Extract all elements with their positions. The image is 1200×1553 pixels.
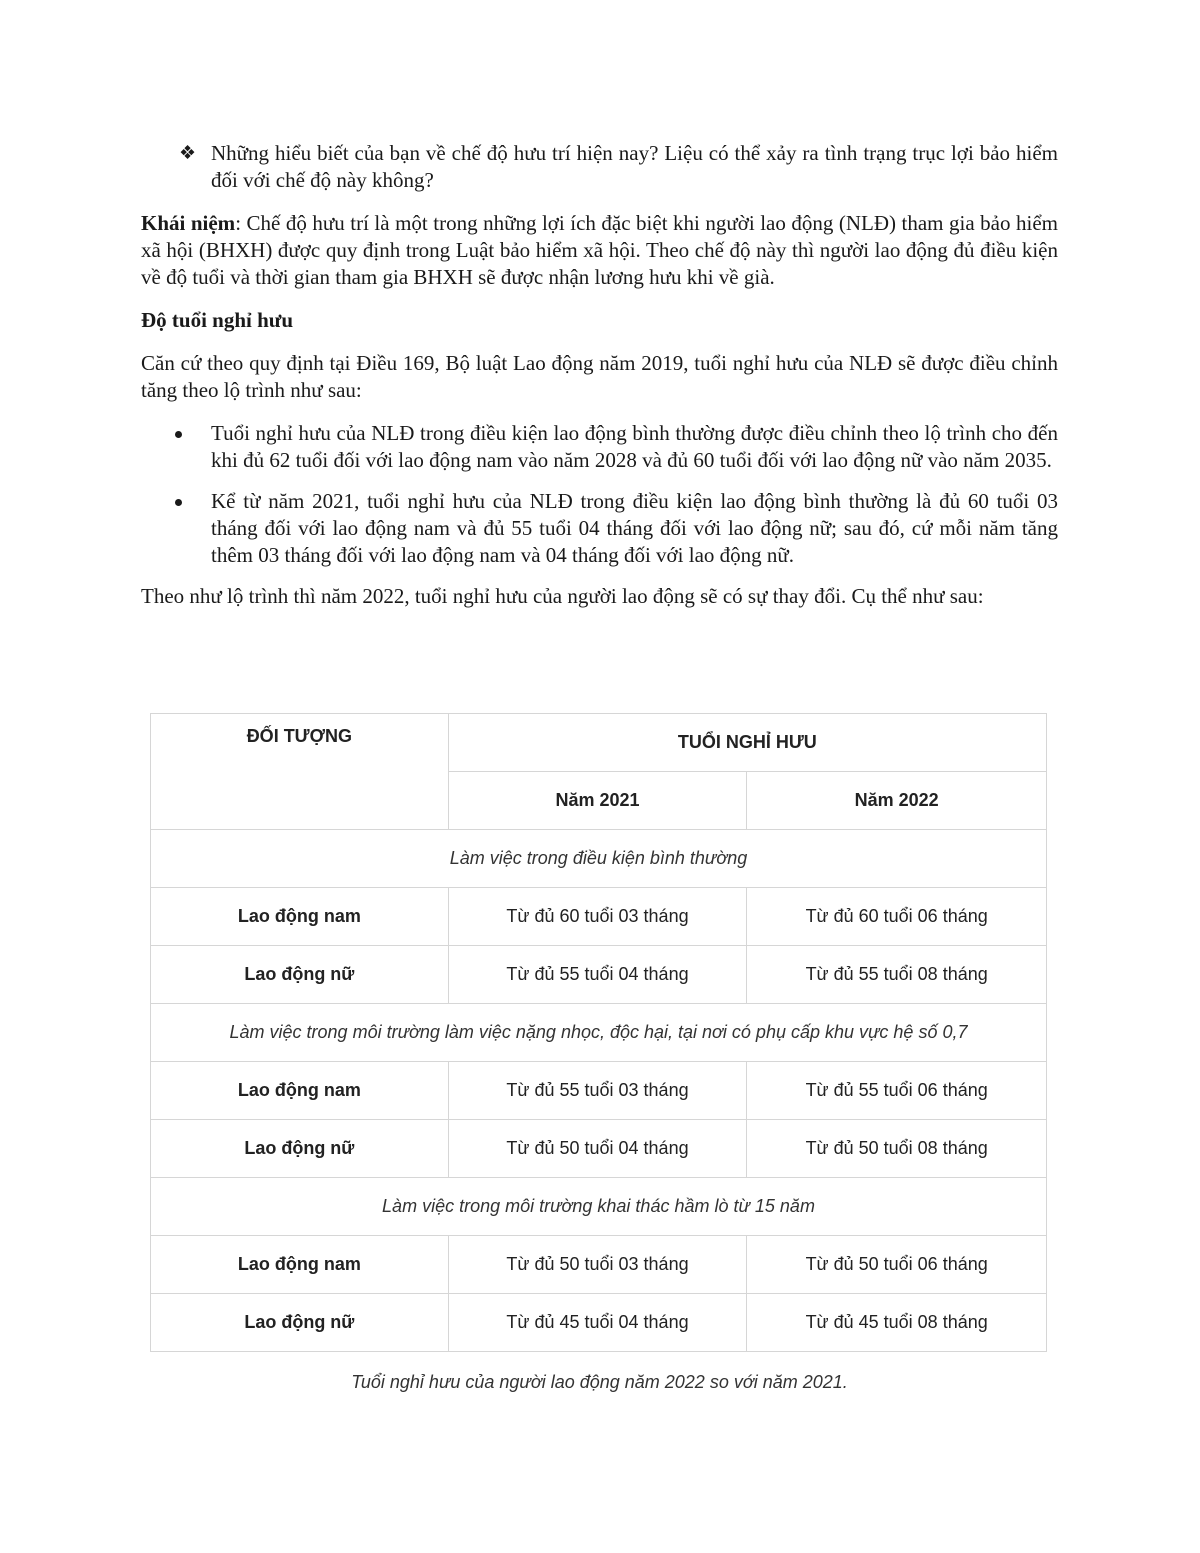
- subject-cell: Lao động nam: [151, 888, 449, 946]
- rule-list: [141, 420, 1058, 569]
- document-body: [141, 140, 1058, 626]
- retirement-age-table: [150, 713, 1047, 1352]
- age-2021-cell: Từ đủ 50 tuổi 04 tháng: [448, 1120, 747, 1178]
- concept-label: Khái niệm: [141, 211, 236, 235]
- category-label: Làm việc trong môi trường khai thác hầm lò từ 15 năm: [151, 1178, 1047, 1236]
- question-item: [141, 140, 1058, 194]
- age-2022-cell: Từ đủ 55 tuổi 06 tháng: [747, 1062, 1047, 1120]
- list-item-text: Tuổi nghỉ hưu của NLĐ trong điều kiện lao động bình thường được điều chỉnh theo lộ trình cho đến khi đủ 62 tuổi đối với lao động nam vào năm 2028 và đủ 60 tuổi đối với lao động nữ vào năm 2035.: [211, 421, 1058, 472]
- subject-cell: Lao động nam: [151, 1062, 449, 1120]
- category-row: [151, 1004, 1047, 1062]
- table-caption: Tuổi nghỉ hưu của người lao động năm 2022 so với năm 2021.: [351, 1372, 848, 1392]
- concept-text: : Chế độ hưu trí là một trong những lợi ích đặc biệt khi người lao động (NLĐ) tham gia bảo hiểm xã hội (BHXH) được quy định trong Luật bảo hiểm xã hội. Theo chế độ này thì người lao động đủ điều kiện về độ tuổi và thời gian tham gia BHXH sẽ được nhận lương hưu khi về già.: [141, 211, 1058, 289]
- age-2021-cell: Từ đủ 45 tuổi 04 tháng: [448, 1294, 747, 1352]
- age-2021-cell: Từ đủ 55 tuổi 03 tháng: [448, 1062, 747, 1120]
- list-item: [141, 488, 1058, 569]
- subject-cell: Lao động nữ: [151, 1120, 449, 1178]
- age-2022-cell: Từ đủ 50 tuổi 06 tháng: [747, 1236, 1047, 1294]
- category-row: [151, 1178, 1047, 1236]
- list-item-text: Kể từ năm 2021, tuổi nghỉ hưu của NLĐ trong điều kiện lao động bình thường là đủ 60 tuổi 03 tháng đối với lao động nam và đủ 55 tuổi 04 tháng đối với lao động nữ; sau đó, cứ mỗi năm tăng thêm 03 tháng đối với lao động nam và 04 tháng đối với lao động nữ.: [211, 489, 1058, 567]
- age-2022-cell: Từ đủ 55 tuổi 08 tháng: [747, 946, 1047, 1004]
- age-2021-cell: Từ đủ 50 tuổi 03 tháng: [448, 1236, 747, 1294]
- table-header-row: [151, 714, 1047, 772]
- subject-cell: Lao động nữ: [151, 1294, 449, 1352]
- header-retirement-age: TUỔI NGHỈ HƯU: [448, 714, 1046, 772]
- header-year-2022: Năm 2022: [747, 772, 1047, 830]
- table-row: [151, 1236, 1047, 1294]
- section-heading: Độ tuổi nghỉ hưu: [141, 308, 294, 332]
- table-row: [151, 946, 1047, 1004]
- table-row: [151, 1120, 1047, 1178]
- bullet-dot-icon: [175, 499, 182, 506]
- header-subject: ĐỐI TƯỢNG: [151, 714, 449, 830]
- lead-in-paragraph: Theo như lộ trình thì năm 2022, tuổi nghỉ hưu của người lao động sẽ có sự thay đổi. Cụ thể như sau:: [141, 584, 984, 608]
- diamond-bullet-icon: ❖: [179, 143, 197, 164]
- question-text: Những hiểu biết của bạn về chế độ hưu trí hiện nay? Liệu có thể xảy ra tình trạng trục lợi bảo hiểm đối với chế độ này không?: [211, 141, 1058, 192]
- category-label: Làm việc trong điều kiện bình thường: [151, 830, 1047, 888]
- table-row: [151, 888, 1047, 946]
- category-row: [151, 830, 1047, 888]
- concept-paragraph: [141, 210, 1058, 291]
- bullet-dot-icon: [175, 431, 182, 438]
- age-2022-cell: Từ đủ 50 tuổi 08 tháng: [747, 1120, 1047, 1178]
- intro-paragraph: Căn cứ theo quy định tại Điều 169, Bộ luật Lao động năm 2019, tuổi nghỉ hưu của NLĐ sẽ được điều chỉnh tăng theo lộ trình như sau:: [141, 351, 1058, 402]
- subject-cell: Lao động nam: [151, 1236, 449, 1294]
- age-2021-cell: Từ đủ 60 tuổi 03 tháng: [448, 888, 747, 946]
- subject-cell: Lao động nữ: [151, 946, 449, 1004]
- category-label: Làm việc trong môi trường làm việc nặng nhọc, độc hại, tại nơi có phụ cấp khu vực hệ số 0,7: [151, 1004, 1047, 1062]
- table-row: [151, 1062, 1047, 1120]
- list-item: [141, 420, 1058, 474]
- table-row: [151, 1294, 1047, 1352]
- header-year-2021: Năm 2021: [448, 772, 747, 830]
- age-2021-cell: Từ đủ 55 tuổi 04 tháng: [448, 946, 747, 1004]
- age-2022-cell: Từ đủ 45 tuổi 08 tháng: [747, 1294, 1047, 1352]
- age-2022-cell: Từ đủ 60 tuổi 06 tháng: [747, 888, 1047, 946]
